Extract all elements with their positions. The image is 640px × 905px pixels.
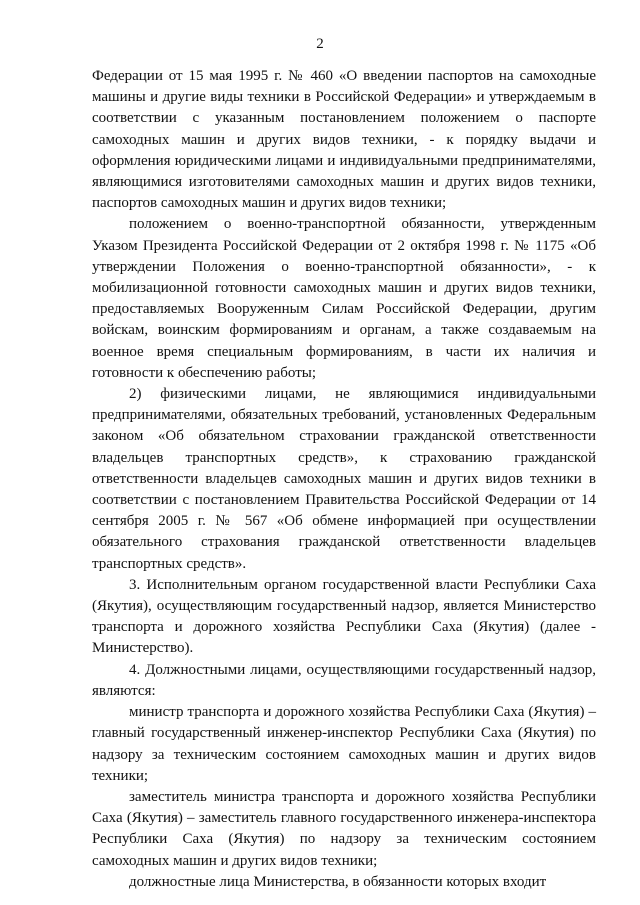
paragraph-item-2: 2) физическими лицами, не являющимися индивидуальными предпринимателями, обязательных требований, установленных Федеральным законом «Об обязательном страховании гражданской ответственности владельцев транспортных средств», к страхованию гражданской ответственности владельцев самоходных машин и других видов техники в соответствии с постановлением Правительства Российской Федерации от 14 сентября 2005 г. № 567 «Об обмене информацией при осуществлении обязательного страхования гражданской ответственности владельцев транспортных средств». — [92, 386, 596, 572]
paragraph-continuation: Федерации от 15 мая 1995 г. № 460 «О введении паспортов на самоходные машины и другие виды техники в Российской Федерации» и утверждаемым в соответствии с указанным постановлением положением о паспорте самоходных машин и других видов техники, - к порядку выдачи и оформления юридическими лицами и индивидуальными предпринимателями, являющимися изготовителями самоходных машин и других видов техники, паспортов самоходных машин и других видов техники; — [92, 68, 596, 212]
paragraph-item-3: 3. Исполнительным органом государственной власти Республики Саха (Якутия), осуществляющим государственный надзор, является Министерство транспорта и дорожного хозяйства Республики Саха (Якутия) (далее - Министерство). — [92, 576, 596, 657]
page-number: 2 — [316, 36, 324, 52]
paragraph-military-transport: положением о военно-транспортной обязанности, утвержденным Указом Президента Российской Федерации от 2 октября 1998 г. № 1175 «Об утверждении Положения о военно-транспортной обязанности», - к мобилизационной готовности самоходных машин и других видов техники, предоставляемых Вооруженным Силам Российской Федерации, другим войскам, воинским формированиям и органам, а также создаваемым на военное время специальным формированиям, в части их наличия и готовности к обеспечению работы; — [92, 216, 596, 381]
paragraph-deputy-minister: заместитель министра транспорта и дорожного хозяйства Республики Саха (Якутия) – заместитель главного государственного инженера-инспектора Республики Саха (Якутия) по надзору за техническим состоянием самоходных машин и других видов техники; — [92, 788, 596, 869]
document-body — [92, 66, 596, 893]
paragraph-item-4: 4. Должностными лицами, осуществляющими государственный надзор, являются: — [92, 661, 596, 699]
paragraph-officials: должностные лица Министерства, в обязанности которых входит — [129, 873, 547, 890]
paragraph-minister: министр транспорта и дорожного хозяйства Республики Саха (Якутия) – главный государственный инженер-инспектор Республики Саха (Якутия) по надзору за техническим состоянием самоходных машин и других видов техники; — [92, 704, 596, 784]
